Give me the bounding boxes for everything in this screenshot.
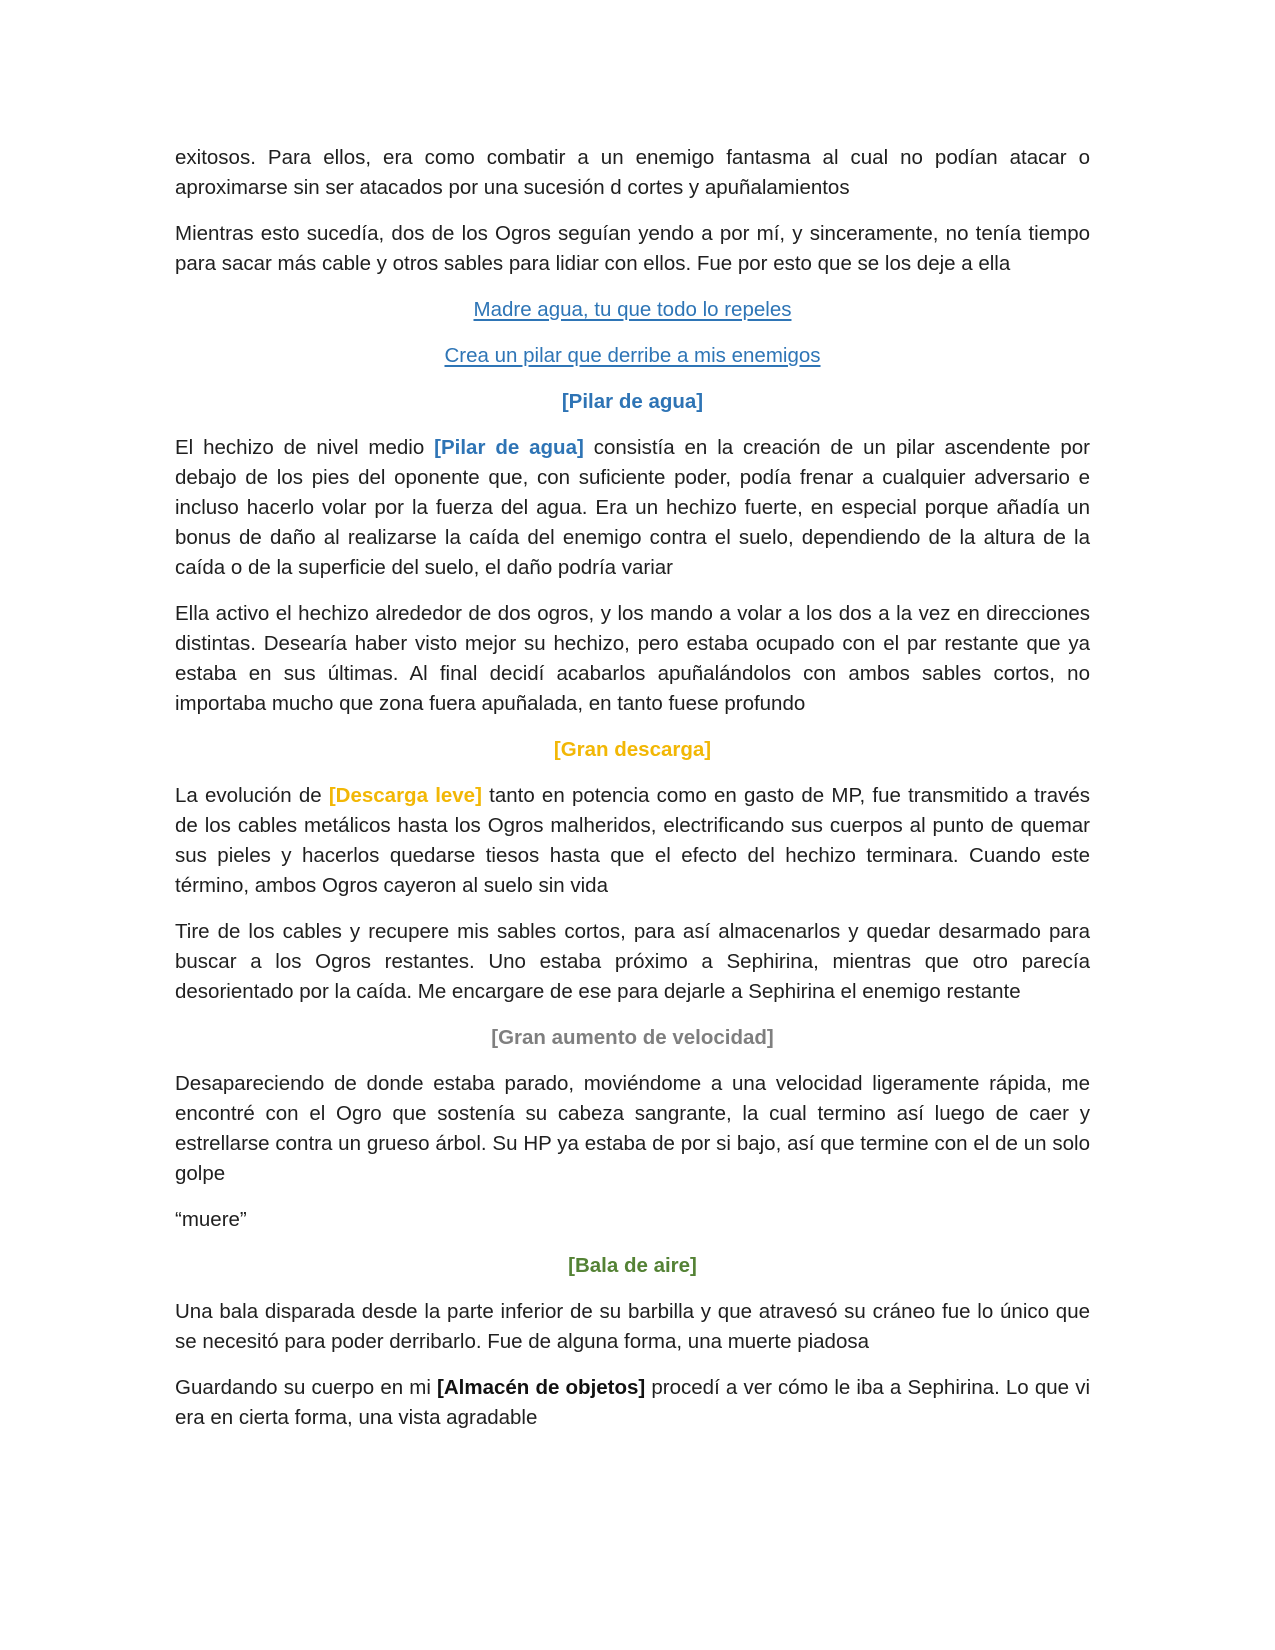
paragraph-10-skill: [Almacén de objetos] (437, 1376, 646, 1399)
chant-line-1 (175, 295, 1090, 325)
spell-heading-air-bullet: [Bala de aire] (568, 1254, 697, 1277)
paragraph-1: exitosos. Para ellos, era como combatir a un enemigo fantasma al cual no podían atacar o aproximarse sin ser atacados por una sucesión d cortes y apuñalamientos (175, 146, 1090, 199)
spell-heading-water-pillar: [Pilar de agua] (561, 390, 704, 413)
paragraph-5 (175, 781, 1090, 901)
paragraph-3-post: consistía en la creación de un pilar ascendente por debajo de los pies del oponente que, con suficiente poder, podía frenar a cualquier adversario e incluso hacerlo volar por la fuerza del agua. Era un hechizo fuerte, en especial porque añadía un bonus de daño al realizarse la caída del enemigo contra el suelo, dependiendo de la altura de la caída o de la superficie del suelo, el daño podría variar (175, 436, 1090, 579)
paragraph-6: Tire de los cables y recupere mis sables cortos, para así almacenarlos y quedar desarmado para buscar a los Ogros restantes. Uno estaba próximo a Sephirina, mientras que otro parecía desorientado por la caída. Me encargare de ese para dejarle a Sephirina el enemigo restante (175, 920, 1090, 1003)
paragraph-4: Ella activo el hechizo alrededor de dos ogros, y los mando a volar a los dos a la vez en direcciones distintas. Desearía haber visto mejor su hechizo, pero estaba ocupado con el par restante que ya estaba en sus últimas. Al final decidí acabarlos apuñalándolos con ambos sables cortos, no importaba mucho que zona fuera apuñalada, en tanto fuese profundo (175, 602, 1090, 715)
paragraph-10-post: procedí a ver cómo le iba a Sephirina. Lo que vi era en cierta forma, una vista agradable (175, 1376, 1090, 1429)
paragraph-3-pre: El hechizo de nivel medio (175, 436, 435, 459)
paragraph-10-pre: Guardando su cuerpo en mi (175, 1376, 438, 1399)
spell-heading-great-discharge: [Gran descarga] (553, 738, 712, 761)
paragraph-10 (175, 1373, 1090, 1433)
paragraph-9: Una bala disparada desde la parte inferior de su barbilla y que atravesó su cráneo fue lo único que se necesitó para poder derribarlo. Fue de alguna forma, una muerte piadosa (175, 1300, 1090, 1353)
paragraph-7: Desapareciendo de donde estaba parado, moviéndome a una velocidad ligeramente rápida, me encontré con el Ogro que sostenía su cabeza sangrante, la cual termino así luego de caer y estrellarse contra un grueso árbol. Su HP ya estaba de por si bajo, así que termine con el de un solo golpe (175, 1072, 1090, 1185)
chant-line-2 (175, 341, 1090, 371)
chant-text-2[interactable]: Crea un pilar que derribe a mis enemigos (444, 344, 821, 367)
paragraph-5-spell: [Descarga leve] (328, 784, 482, 807)
chant-text-1[interactable]: Madre agua, tu que todo lo repeles (473, 298, 792, 321)
paragraph-2: Mientras esto sucedía, dos de los Ogros seguían yendo a por mí, y sinceramente, no tenía tiempo para sacar más cable y otros sables para lidiar con ellos. Fue por esto que se los deje a ella (175, 222, 1090, 275)
paragraph-3 (175, 433, 1090, 583)
paragraph-5-post: tanto en potencia como en gasto de MP, fue transmitido a través de los cables metálicos hasta los Ogros malheridos, electrificando sus cuerpos al punto de quemar sus pieles y hacerlos quedarse tiesos hasta que el efecto del hechizo terminara. Cuando este término, ambos Ogros cayeron al suelo sin vida (175, 784, 1090, 897)
paragraph-8: “muere” (175, 1208, 247, 1231)
spell-heading-speed-boost: [Gran aumento de velocidad] (491, 1026, 774, 1049)
document-page (175, 143, 1090, 1449)
paragraph-3-spell: [Pilar de agua] (434, 436, 584, 459)
paragraph-5-pre: La evolución de (175, 784, 329, 807)
